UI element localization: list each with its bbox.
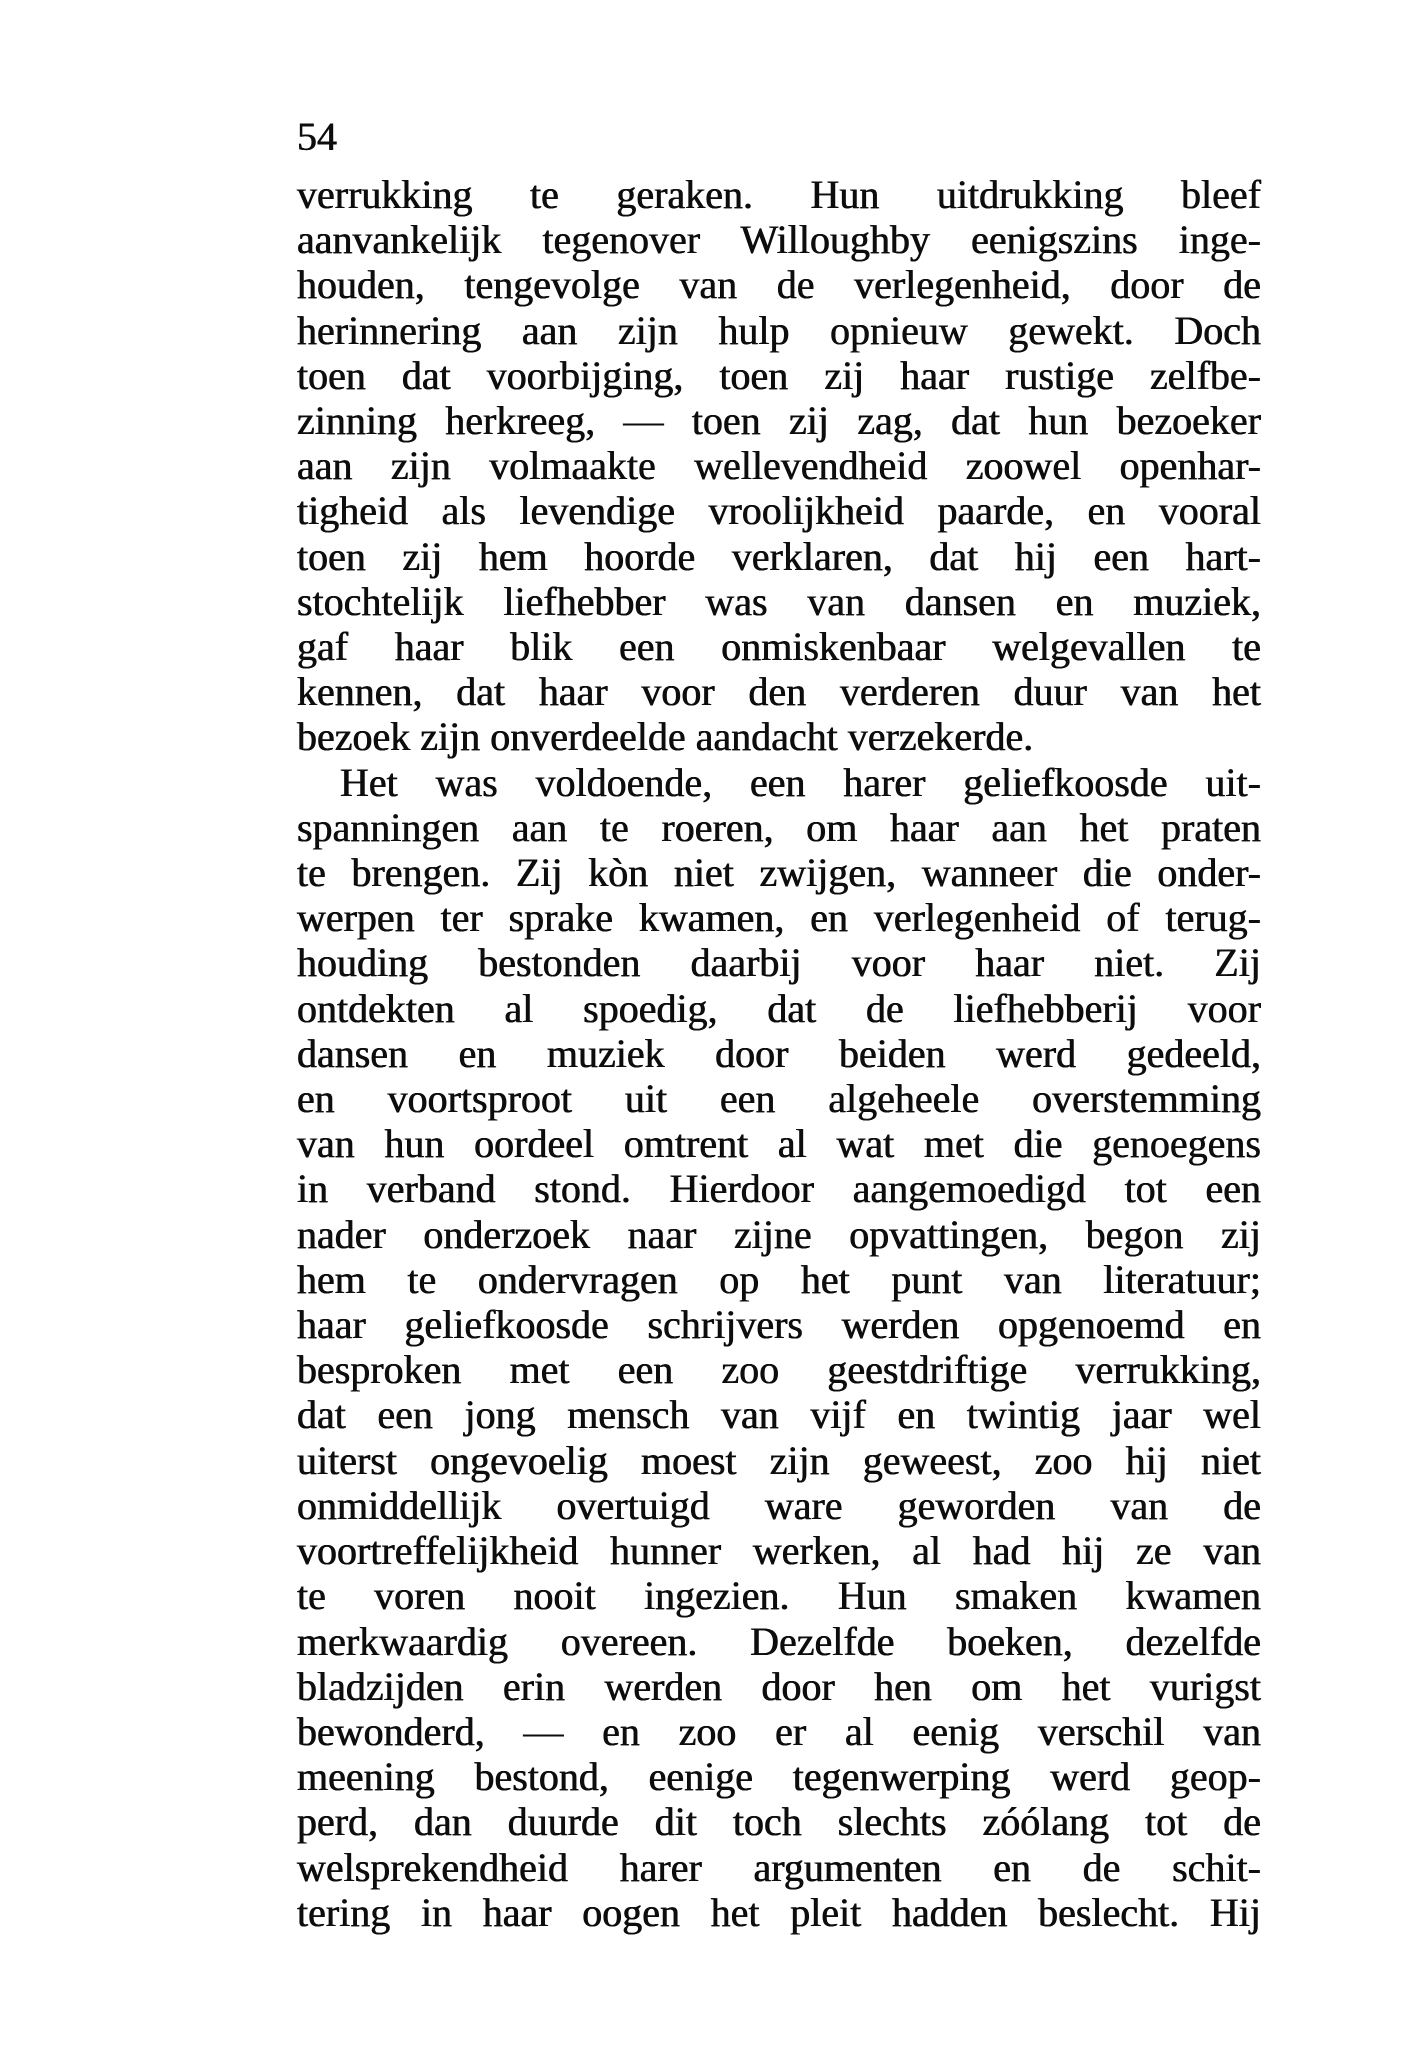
text-line: uiterst ongevoelig moest zijn geweest, zoo hij niet [297,1437,1261,1483]
text-line: dat een jong mensch van vijf en twintig jaar wel [297,1392,1261,1438]
text-line: van hun oordeel omtrent al wat met die genoegens [297,1121,1261,1167]
text-line: spanningen aan te roeren, om haar aan het praten [297,804,1261,850]
text-line: verrukking te geraken. Hun uitdrukking bleef [297,172,1261,217]
text-line: zinning herkreeg, — toen zij zag, dat hun bezoeker [297,398,1261,444]
text-line: voortreffelijkheid hunner werken, al had hij ze van [297,1528,1261,1574]
text-line: tering in haar oogen het pleit hadden beslecht. Hij [297,1889,1261,1935]
text-line: merkwaardig overeen. Dezelfde boeken, dezelfde [297,1618,1261,1664]
text-line: en voortsproot uit een algeheele overstemming [297,1076,1261,1122]
text-line: dansen en muziek door beiden werd gedeeld, [297,1030,1261,1076]
text-line: tigheid als levendige vroolijkheid paarde, en vooral [297,488,1261,534]
text-line: stochtelijk liefhebber was van dansen en muziek, [297,578,1261,624]
text-line: bezoek zijn onverdeelde aandacht verzekerde. [297,714,1034,760]
text-line: meening bestond, eenige tegenwerping werd geop- [297,1754,1261,1800]
text-line: perd, dan duurde dit toch slechts zóólang tot de [297,1799,1261,1845]
text-line: besproken met een zoo geestdriftige verrukking, [297,1347,1261,1393]
text-line: in verband stond. Hierdoor aangemoedigd tot een [297,1166,1261,1212]
text-line: herinnering aan zijn hulp opnieuw gewekt. Doch [297,307,1261,353]
text-line: nader onderzoek naar zijne opvattingen, begon zij [297,1211,1261,1257]
text-line: houden, tengevolge van de verlegenheid, door de [297,262,1261,308]
text-line: werpen ter sprake kwamen, en verlegenheid of terug- [297,895,1261,941]
text-line: aan zijn volmaakte wellevendheid zoowel openhar- [297,443,1261,489]
text-line: toen zij hem hoorde verklaren, dat hij een hart- [297,533,1261,579]
text-line: aanvankelijk tegenover Willoughby eenigszins inge- [297,217,1261,263]
text-line: te brengen. Zij kòn niet zwijgen, wanneer die onder- [297,850,1261,896]
text-line: welsprekendheid harer argumenten en de schit- [297,1844,1261,1890]
text-line: gaf haar blik een onmiskenbaar welgevallen te [297,624,1261,670]
text-line: kennen, dat haar voor den verderen duur van het [297,669,1261,715]
text-line: Het was voldoende, een harer geliefkoosde uit- [340,759,1261,805]
text-line: bladzijden erin werden door hen om het vurigst [297,1663,1261,1709]
text-line: hem te ondervragen op het punt van literatuur; [297,1256,1261,1302]
page-body [297,172,1261,1935]
text-line: te voren nooit ingezien. Hun smaken kwamen [297,1573,1261,1619]
page-number: 54 [297,114,337,159]
text-line: toen dat voorbijging, toen zij haar rustige zelfbe- [297,352,1261,398]
text-line: houding bestonden daarbij voor haar niet. Zij [297,940,1261,986]
text-line: onmiddellijk overtuigd ware geworden van de [297,1482,1261,1528]
text-line: bewonderd, — en zoo er al eenig verschil van [297,1708,1261,1754]
text-line: ontdekten al spoedig, dat de liefhebberij voor [297,985,1261,1031]
text-line: haar geliefkoosde schrijvers werden opgenoemd en [297,1302,1261,1348]
